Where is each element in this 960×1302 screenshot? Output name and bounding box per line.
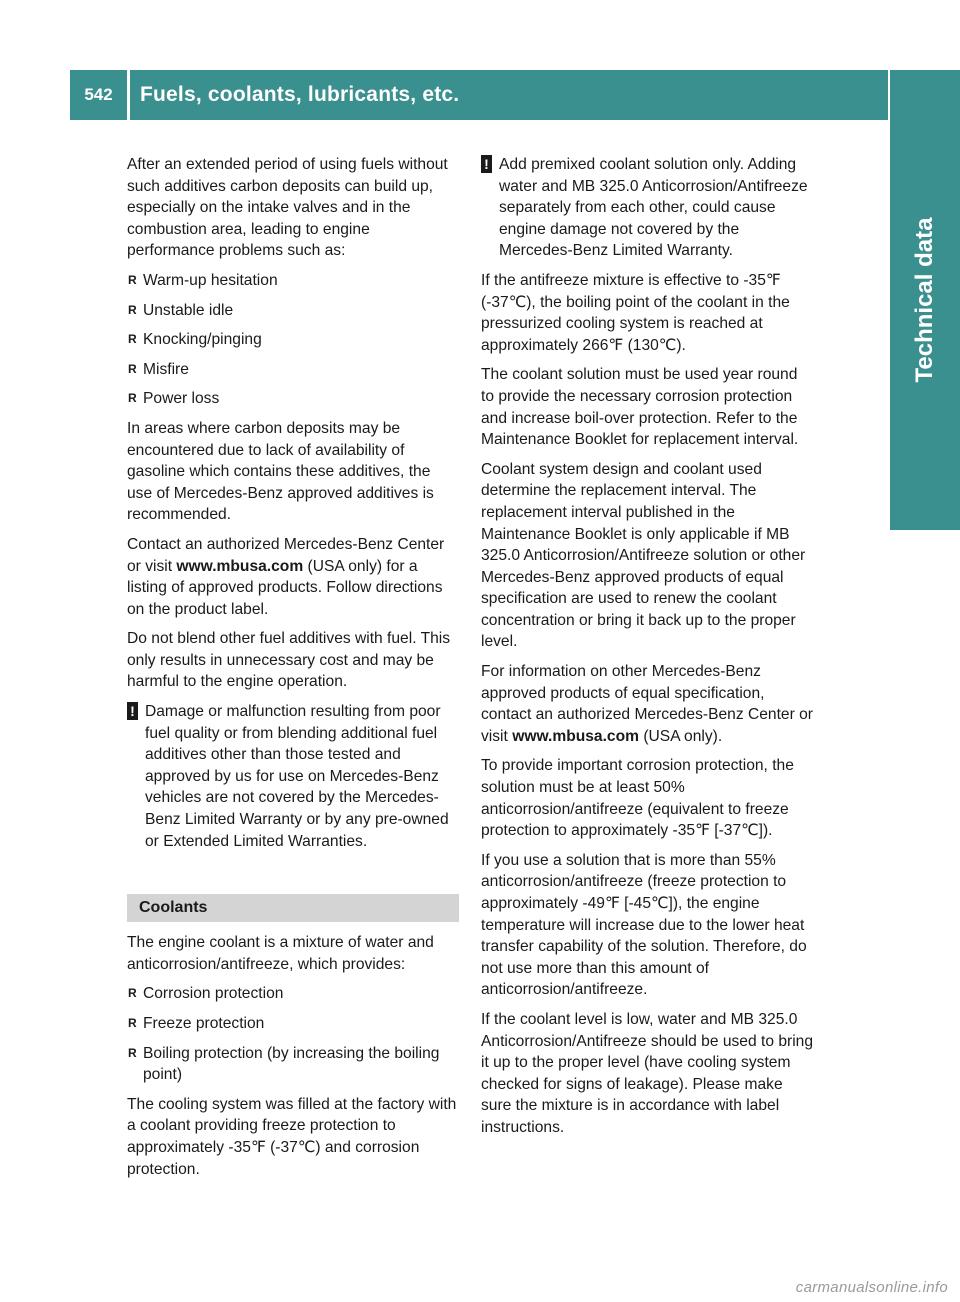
list-item: R Freeze protection — [127, 1013, 459, 1035]
paragraph: If you use a solution that is more than 55% anticorrosion/antifreeze (freeze protection to approximately -49℉ [-45℃]), the engine temperature will increase due to the lower heat transfer capability of the solution. Therefore, do not use more than this amount of anticorrosion/antifreeze. — [481, 851, 807, 999]
paragraph: To provide important corrosion protection, the solution must be at least 50% anticorrosion/antifreeze (equivalent to freeze protection to approximately -35℉ [-37℃]). — [481, 757, 794, 840]
list-item: R Power loss — [127, 388, 459, 410]
side-tab-marker — [890, 472, 960, 530]
exclamation-icon: ! — [127, 702, 138, 720]
page-number: 542 — [84, 85, 113, 104]
paragraph: The coolant solution must be used year round to provide the necessary corrosion protection and increase boil-over protection. Refer to the Maintenance Booklet for replacement interval. — [481, 366, 799, 449]
bullet-icon: R — [128, 986, 137, 1001]
paragraph: For information on other Mercedes-Benz approved products of equal specification, contact an authorized Mercedes-Benz Center or visit www.mbusa.com (USA only). — [481, 663, 813, 745]
page-title: Fuels, coolants, lubricants, etc. — [140, 83, 460, 106]
list-item: R Warm-up hesitation — [127, 270, 459, 292]
paragraph: If the antifreeze mixture is effective to -35℉ (-37℃), the boiling point of the coolant in the pressurized cooling system is reached at approximately 266℉ (130℃). — [481, 271, 790, 354]
list-item: R Misfire — [127, 359, 459, 381]
bullet-icon: R — [128, 391, 137, 406]
warning-note: ! Add premixed coolant solution only. Adding water and MB 325.0 Anticorrosion/Antifreeze separately from each other, could cause engine damage not covered by the Mercedes-Benz Limited Warranty. — [481, 154, 813, 262]
header-divider — [127, 70, 130, 120]
paragraph: The cooling system was filled at the factory with a coolant providing freeze protection to approximately -35℉ (-37℃) and corrosion protection. — [127, 1095, 457, 1178]
paragraph: After an extended period of using fuels without such additives carbon deposits can build up, especially on the intake valves and in the combustion area, leading to engine performance problems such as: — [127, 156, 448, 260]
list-item: R Unstable idle — [127, 300, 459, 322]
side-tab-label: Technical data — [911, 217, 938, 383]
page-header — [70, 70, 888, 120]
paragraph: Do not blend other fuel additives with fuel. This only results in unnecessary cost and may be harmful to the engine operation. — [127, 630, 451, 691]
right-column — [481, 154, 813, 1147]
paragraph: In areas where carbon deposits may be encountered due to lack of availability of gasoline which contains these additives, the use of Mercedes-Benz approved additives is recommended. — [127, 419, 434, 524]
exclamation-icon: ! — [481, 155, 492, 173]
bullet-icon: R — [128, 272, 137, 287]
bullet-icon: R — [128, 302, 137, 317]
section-heading-coolants: Coolants — [127, 894, 459, 922]
paragraph: Coolant system design and coolant used determine the replacement interval. The replacement interval published in the Maintenance Booklet is only applicable if MB 325.0 Anticorrosion/Antifreeze solution or other Mercedes-Benz approved products of equal specification are used to renew the coolant concentration or bring it back up to the proper level. — [481, 460, 806, 651]
bullet-icon: R — [128, 332, 137, 347]
bullet-icon: R — [128, 1045, 137, 1060]
list-item: R Boiling protection (by increasing the boiling point) — [128, 1044, 440, 1084]
watermark: carmanualsonline.info — [795, 1279, 948, 1296]
warning-note: ! Damage or malfunction resulting from poor fuel quality or from blending additional fuel additives other than those tested and approved by us for use on Mercedes-Benz vehicles are not covered by the Mercedes-Benz Limited Warranty or by any pre-owned or Extended Limited Warranties. — [127, 701, 459, 852]
side-tab — [890, 70, 960, 530]
list-item: R Corrosion protection — [127, 983, 459, 1005]
paragraph: If the coolant level is low, water and MB 325.0 Anticorrosion/Antifreeze should be used to bring it up to the proper level (have cooling system checked for signs of leakage). Please make sure the mixture is in accordance with label instructions. — [481, 1010, 813, 1136]
bullet-icon: R — [128, 1016, 137, 1030]
paragraph: The engine coolant is a mixture of water and anticorrosion/antifreeze, which provides: — [127, 934, 434, 973]
paragraph: Contact an authorized Mercedes-Benz Center or visit www.mbusa.com (USA only) for a listing of approved products. Follow directions on the product label. — [127, 535, 445, 618]
left-column — [127, 154, 459, 1188]
website-link[interactable]: www.mbusa.com — [512, 727, 639, 745]
bullet-icon: R — [128, 361, 137, 376]
website-link[interactable]: www.mbusa.com — [176, 557, 304, 575]
list-item: R Knocking/pinging — [127, 329, 459, 351]
